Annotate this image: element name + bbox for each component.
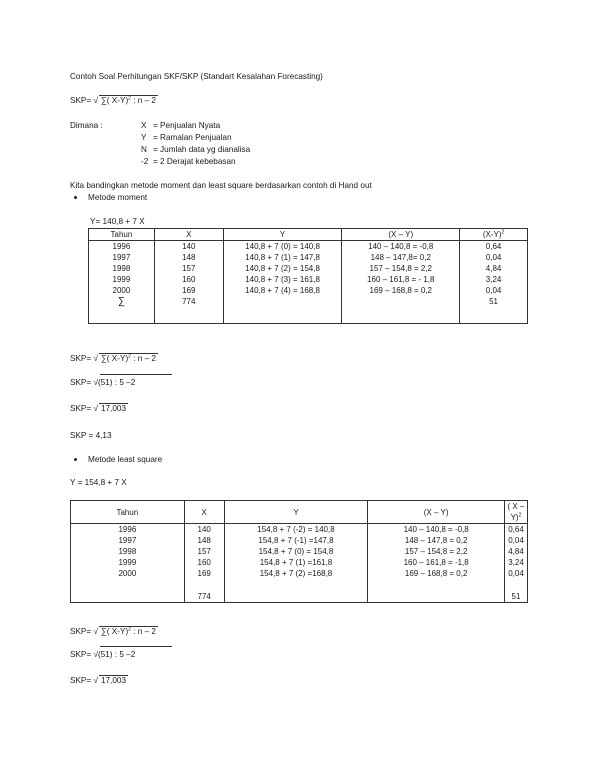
moment-skp-formula: SKP= √ ∑( X-Y)$^2$ : n – 2 [70,353,156,363]
sum-row: ∑ 774 51 [89,296,528,307]
moment-skp-result: SKP = 4,13 [70,431,112,440]
document-title: Contoh Soal Perhitungan SKF/SKP (Standart Kesalahan Forecasting) [70,72,323,81]
sum-row: 774 51 [71,591,528,603]
table-row: 1999 160 140,8 + 7 (3) = 161,8 160 – 161,8 = - 1,8 3,24 [89,274,528,285]
intro-text: Kita bandingkan metode moment dan least square berdasarkan contoh di Hand out [70,181,372,190]
least-skp-step-1: SKP= √(51) : 5 –2 [70,650,135,659]
moment-heading: Metode moment [88,193,148,202]
dimana-label: Dimana : [70,121,103,130]
least-heading: Metode least square [88,455,163,464]
formula-radicand: ∑( X-Y)$^2$ : n – 2 [100,95,156,105]
def-n: N = Jumlah data yg dianalisa [141,145,251,154]
table-row: 2000 169 154,8 + 7 (2) =168,8 169 – 168,8 = 0,2 0,04 [71,568,528,579]
table-row: 1998 157 154,8 + 7 (0) = 154,8 157 – 154,8 = 2,2 4,84 [71,546,528,557]
table-row: 1996 140 140,8 + 7 (0) = 140,8 140 – 140,8 = -0,8 0,64 [89,241,528,253]
def-y: Y = Ramalan Penjualan [141,133,232,142]
least-skp-formula: SKP= √ ∑( X-Y)$^2$ : n – 2 [70,626,156,636]
table-row: 1997 148 140,8 + 7 (1) = 147,8 148 – 147,8= 0,2 0,04 [89,252,528,263]
moment-skp-step-2: SKP= √ 17,003 [70,404,126,413]
table-row: 1999 160 154,8 + 7 (1) =161,8 160 – 161,8 = -1,8 3,24 [71,557,528,568]
skp-formula [70,95,158,105]
table-header: Tahun X Y (X – Y) $(X-Y)^2$ [89,229,528,241]
table-row: 2000 169 140,8 + 7 (4) = 168,8 169 – 168,8 = 0,2 0,04 [89,285,528,296]
moment-equation: Y= 140,8 + 7 X [90,217,145,226]
moment-table [88,228,528,324]
formula-lhs: SKP= [70,96,92,105]
least-equation: Y = 154,8 + 7 X [70,478,127,487]
bullet-icon [74,458,77,461]
def-x: X = Penjualan Nyata [141,121,221,130]
table-row: 1996 140 154,8 + 7 (-2) = 140,8 140 – 140,8 = -0,8 0,64 [71,524,528,536]
table-row: 1998 157 140,8 + 7 (2) = 154,8 157 – 154,8 = 2,2 4,84 [89,263,528,274]
table-row: 1997 148 154,8 + 7 (-1) =147,8 148 – 147,8 = 0,2 0,04 [71,535,528,546]
sqrt-symbol: √ [93,96,98,105]
bullet-icon [74,196,77,199]
moment-skp-step-1: SKP= √(51) : 5 –2 [70,378,135,387]
least-table [70,500,528,603]
table-header: Tahun X Y (X – Y) ( X – Y)$^2$ [71,501,528,524]
least-skp-step-2: SKP= √ 17,003 [70,676,126,685]
def-minus2: -2 = 2 Derajat kebebasan [141,157,236,166]
